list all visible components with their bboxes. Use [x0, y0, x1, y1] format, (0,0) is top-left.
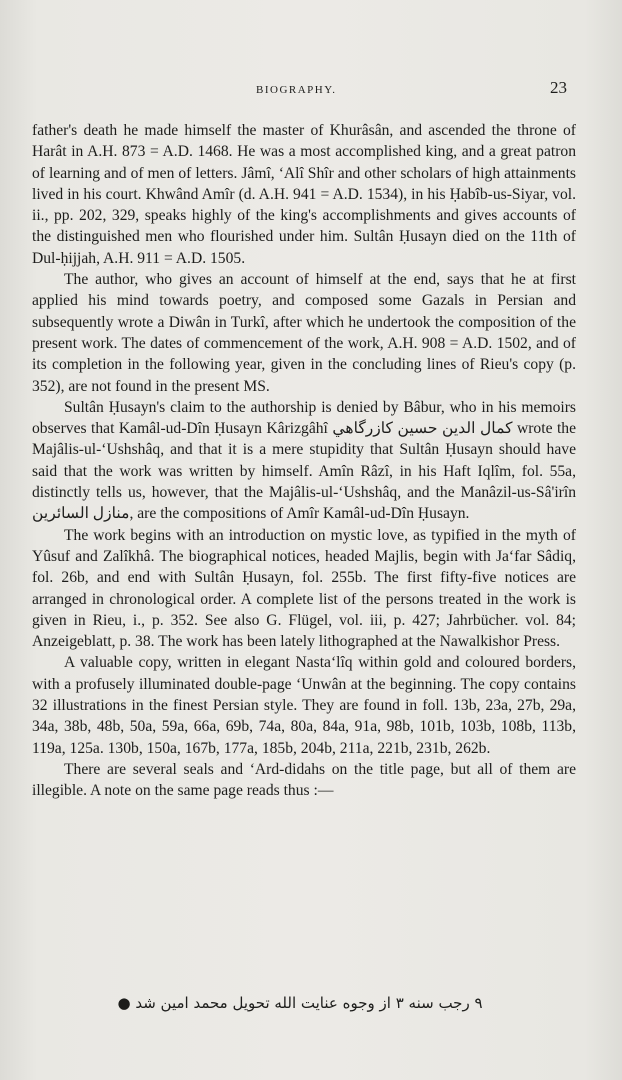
persian-note: ۹ رجب سنه ۳ از وجوه عنایت الله تحویل محمد امین شد ●	[117, 994, 483, 1012]
paragraph-2: The author, who gives an account of himself at the end, says that he at first applied his mind towards poetry, and composed some Gazals in Persian and subsequently wrote a Diwân in Turkî, after which he undertook the composition of the present work. The dates of commencement of the work, A.H. 908 = A.D. 1502, and of its completion in the following year, given in the concluding lines of Rieu's copy (p. 352), are not found in the present MS.	[32, 271, 576, 395]
body-text	[32, 120, 576, 802]
paragraph-3: Sultân Ḥusayn's claim to the authorship is denied by Bâbur, who in his memoirs observes that Kamâl-ud-Dîn Ḥusayn Kârizgâhî كمال الدين حسين كازرگاهي wrote the Majâlis-ul-‘Ushshâq, and that it is a mere stupidity that Sultân Ḥusayn should have said that the work was written by himself. Amîn Râzî, in his Haft Iqlîm, fol. 55a, distinctly tells us, however, that the Majâlis-ul-‘Ushshâq, and the Manâzil-us-Sâ'irîn منازل السائرين, are the compositions of Amîr Kamâl-ud-Dîn Ḥusayn.	[32, 398, 577, 523]
paragraph-5: A valuable copy, written in elegant Nasta‘lîq within gold and coloured borders, with a profusely illuminated double-page ‘Unwân at the beginning. The copy contains 32 illustrations in the finest Persian style. They are found in foll. 13b, 23a, 27b, 29a, 34a, 38b, 48b, 50a, 59a, 66a, 69b, 74a, 80a, 84a, 91a, 98b, 101b, 103b, 108b, 113b, 119a, 125a. 130b, 150a, 167b, 177a, 185b, 204b, 211a, 221b, 231b, 262b.	[32, 654, 576, 757]
paragraph-4: The work begins with an introduction on mystic love, as typified in the myth of Yûsuf and Zalîkhâ. The biographical notices, headed Majlis, begin with Ja‘far Sâdiq, fol. 26b, and end with Sultân Ḥusayn, fol. 255b. The first fifty-five notices are arranged in chronological order. A complete list of the persons treated in the work is given in Rieu, i., p. 352. See also G. Flügel, vol. iii, p. 427; Jahrbücher. vol. 84; Anzeigeblatt, p. 38. The work has been lately lithographed at the Nawalkishor Press.	[32, 526, 576, 651]
paragraph-6: There are several seals and ‘Ard-didahs on the title page, but all of them are illegible. A note on the same page reads thus :—	[32, 760, 576, 800]
running-head: BIOGRAPHY.	[256, 84, 337, 96]
paragraph-1: father's death he made himself the master of Khurâsân, and ascended the throne of Harât in A.H. 873 = A.D. 1468. He was a most accomplished king, and a great patron of learning and of men of letters. Jâmî, ‘Alî Shîr and other scholars of high attainments lived in his court. Khwând Amîr (d. A.H. 941 = A.D. 1534), in his Ḥabîb-us-Siyar, vol. ii., pp. 202, 329, speaks highly of the king's accomplishments and gives accounts of the distinguished men who flourished under him. Sultân Ḥusayn died on the 11th of Dul-ḥijjah, A.H. 911 = A.D. 1505.	[32, 122, 576, 267]
page-number: 23	[550, 78, 567, 97]
page-header	[0, 78, 622, 102]
